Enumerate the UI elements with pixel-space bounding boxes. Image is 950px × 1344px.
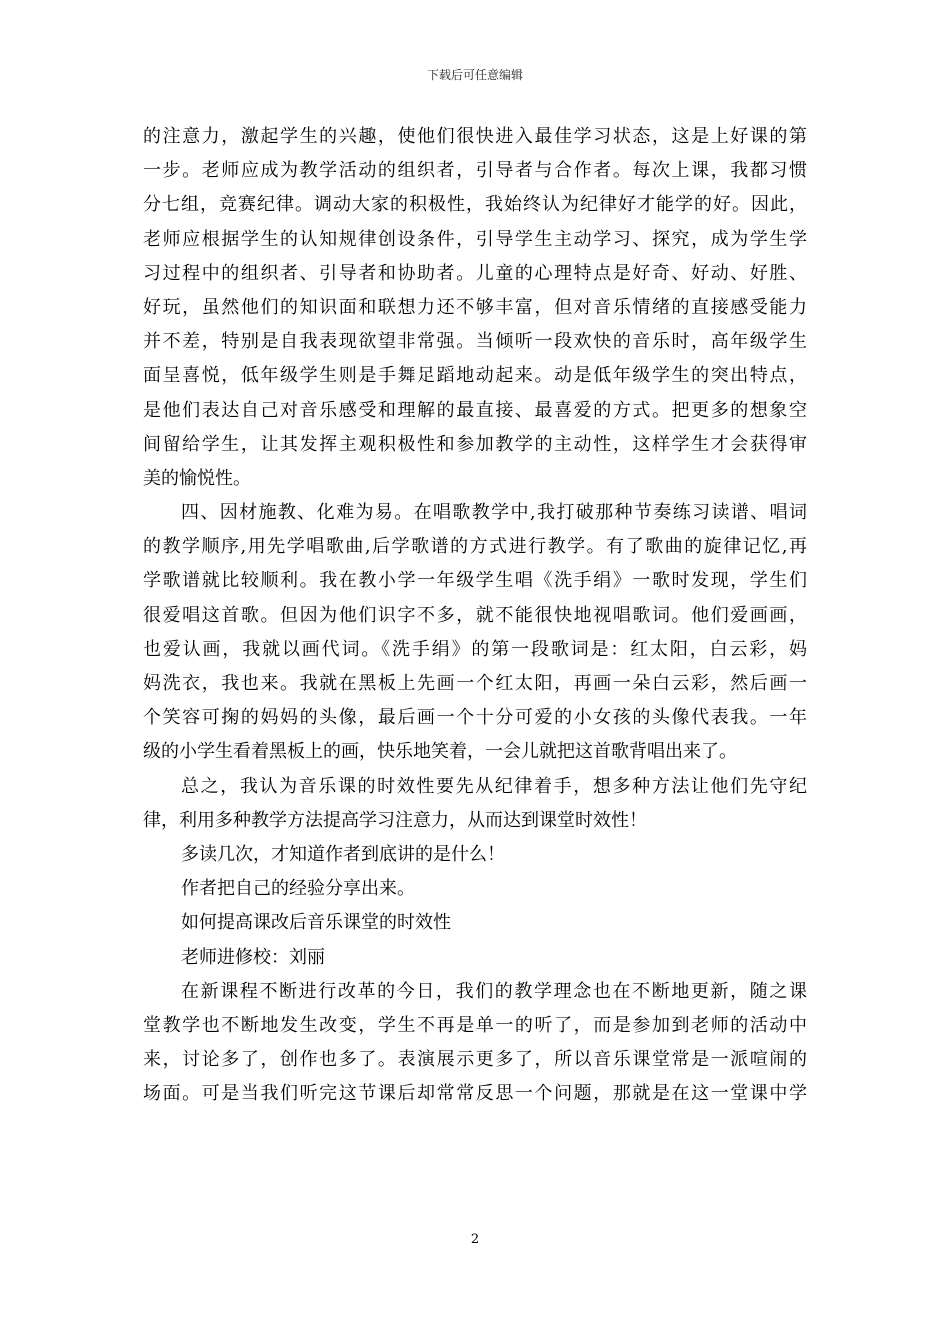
text-line: 场面。可是当我们听完这节课后却常常反思一个问题，那就是在这一堂课中学 <box>143 1083 807 1105</box>
text-line: 面呈喜悦，低年级学生则是手舞足蹈地动起来。动是低年级学生的突出特点， <box>143 365 807 387</box>
text-line: 学歌谱就比较顺利。我在教小学一年级学生唱《洗手绢》一歌时发现，学生们 <box>143 570 807 592</box>
text-line: 一步。老师应成为教学活动的组织者，引导者与合作者。每次上课，我都习惯 <box>143 160 807 182</box>
text-line: 很爱唱这首歌。但因为他们识字不多，就不能很快地视唱歌词。他们爱画画， <box>143 604 807 626</box>
text-line: 四、因材施教、化难为易。在唱歌教学中,我打破那种节奏练习读谱、唱词 <box>181 502 807 524</box>
text-line: 个笑容可掬的妈妈的头像，最后画一个十分可爱的小女孩的头像代表我。一年 <box>143 707 807 729</box>
text-line: 习过程中的组织者、引导者和协助者。儿童的心理特点是好奇、好动、好胜、 <box>143 262 807 284</box>
text-line: 来，讨论多了，创作也多了。表演展示更多了，所以音乐课堂常是一派喧闹的 <box>143 1049 807 1071</box>
text-line: 间留给学生，让其发挥主观积极性和参加教学的主动性，这样学生才会获得审 <box>143 433 807 455</box>
text-line: 妈洗衣，我也来。我就在黑板上先画一个红太阳，再画一朵白云彩，然后画一 <box>143 673 807 694</box>
text-line: 也爱认画，我就以画代词。《洗手绢》的第一段歌词是：红太阳，白云彩，妈 <box>143 638 807 660</box>
text-line: 好玩，虽然他们的知识面和联想力还不够丰富，但对音乐情绪的直接感受能力 <box>143 296 807 318</box>
text-line: 在新课程不断进行改革的今日，我们的教学理念也在不断地更新，随之课 <box>181 980 807 1002</box>
body-text <box>143 120 807 1111</box>
text-line: 总之，我认为音乐课的时效性要先从纪律着手，想多种方法让他们先守纪 <box>181 775 807 797</box>
text-line: 堂教学也不断地发生改变，学生不再是单一的听了，而是参加到老师的活动中 <box>143 1014 807 1036</box>
text-line: 的教学顺序,用先学唱歌曲,后学歌谱的方式进行教学。有了歌曲的旋律记忆,再 <box>143 536 807 558</box>
text-line: 老师应根据学生的认知规律创设条件，引导学生主动学习、探究，成为学生学 <box>143 228 807 250</box>
page-header: 下载后可任意编辑 <box>426 68 523 82</box>
text-line: 是他们表达自己对音乐感受和理解的最直接、最喜爱的方式。把更多的想象空 <box>143 399 807 421</box>
text-line: 的注意力，激起学生的兴趣，使他们很快进入最佳学习状态，这是上好课的第 <box>143 126 807 147</box>
text-line: 老师进修校：刘丽 <box>181 946 325 968</box>
text-line: 级的小学生看着黑板上的画，快乐地笑着，一会儿就把这首歌背唱出来了。 <box>143 741 737 763</box>
text-line: 多读几次，才知道作者到底讲的是什么！ <box>181 843 505 865</box>
text-line: 作者把自己的经验分享出来。 <box>181 878 415 900</box>
text-line: 如何提高课改后音乐课堂的时效性 <box>181 912 451 934</box>
text-line: 分七组，竞赛纪律。调动大家的积极性，我始终认为纪律好才能学的好。因此， <box>143 194 807 216</box>
page-number: 2 <box>470 1232 480 1247</box>
text-line: 律，利用多种教学方法提高学习注意力，从而达到课堂时效性！ <box>143 809 647 831</box>
text-line: 美的愉悦性。 <box>143 467 251 489</box>
text-line: 并不差，特别是自我表现欲望非常强。当倾听一段欢快的音乐时，高年级学生 <box>143 331 807 353</box>
